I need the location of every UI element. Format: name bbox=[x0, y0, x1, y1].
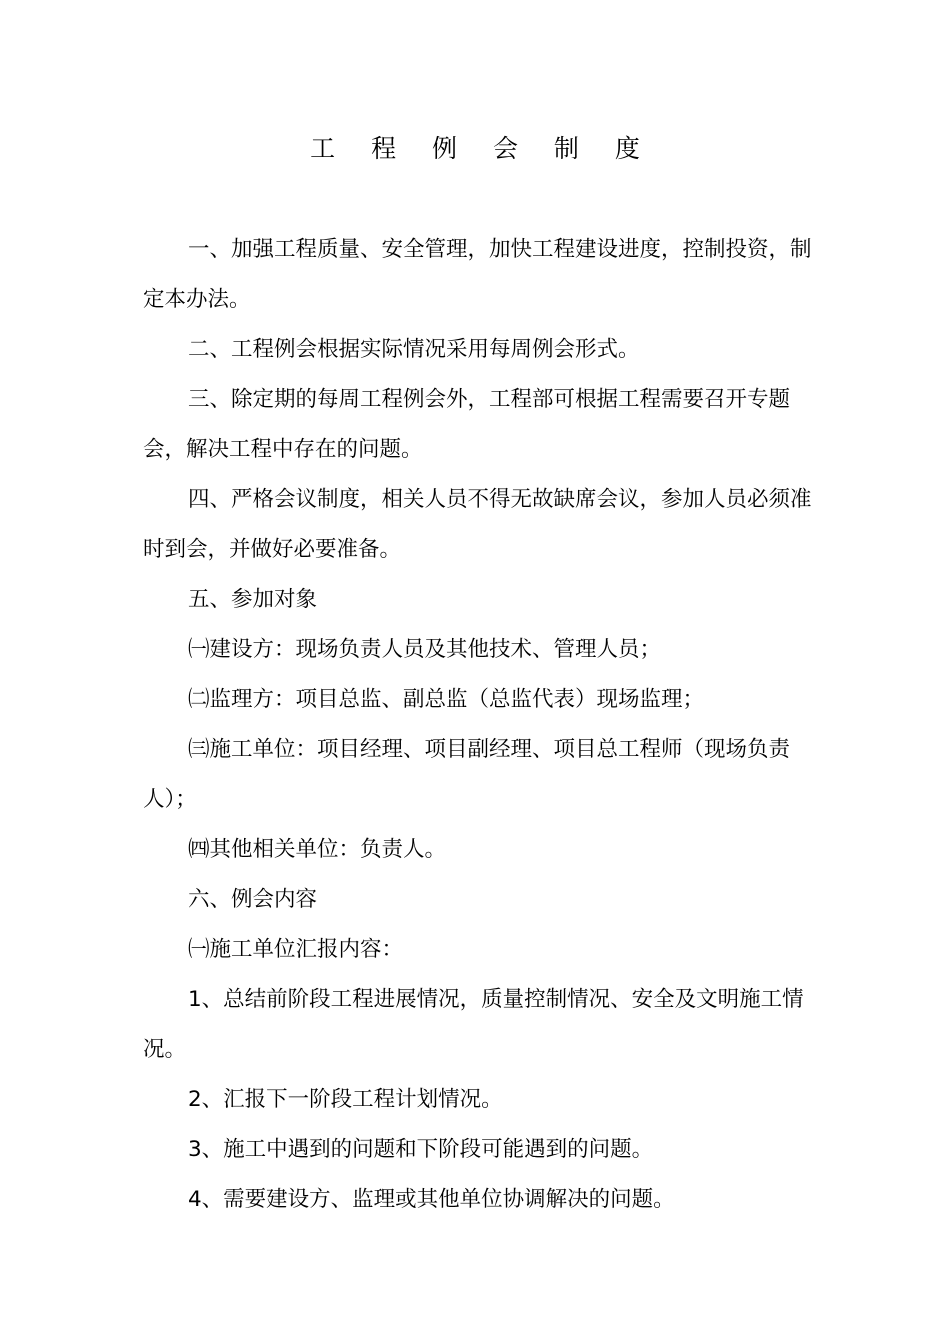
list-item-owner: ㈠建设方：现场负责人员及其他技术、管理人员； bbox=[188, 637, 662, 662]
subheading-contractor-report: ㈠施工单位汇报内容： bbox=[188, 937, 404, 962]
paragraph-3: 三、除定期的每周工程例会外，工程部可根据工程需要召开专题会，解决工程中存在的问题。 bbox=[143, 387, 791, 462]
document-title: 工 程 例 会 制 度 bbox=[310, 134, 654, 163]
paragraph-2: 二、工程例会根据实际情况采用每周例会形式。 bbox=[188, 337, 640, 362]
list-item-4: 4、需要建设方、监理或其他单位协调解决的问题。 bbox=[188, 1187, 675, 1212]
list-item-contractor: ㈢施工单位：项目经理、项目副经理、项目总工程师（现场负责人）； bbox=[143, 737, 791, 812]
list-item-other-units: ㈣其他相关单位：负责人。 bbox=[188, 837, 447, 862]
section-heading-participants: 五、参加对象 bbox=[188, 587, 318, 612]
paragraph-4: 四、严格会议制度，相关人员不得无故缺席会议，参加人员必须准时到会，并做好必要准备。 bbox=[143, 487, 812, 562]
list-item-3: 3、施工中遇到的问题和下阶段可能遇到的问题。 bbox=[188, 1137, 654, 1162]
paragraph-1: 一、加强工程质量、安全管理，加快工程建设进度，控制投资，制定本办法。 bbox=[143, 237, 812, 312]
list-item-1: 1、总结前阶段工程进展情况，质量控制情况、安全及文明施工情况。 bbox=[143, 987, 804, 1062]
document-body bbox=[143, 225, 815, 1225]
list-item-2: 2、汇报下一阶段工程计划情况。 bbox=[188, 1087, 503, 1112]
section-heading-meeting-content: 六、例会内容 bbox=[188, 887, 318, 912]
list-item-supervisor: ㈡监理方：项目总监、副总监（总监代表）现场监理； bbox=[188, 687, 705, 712]
